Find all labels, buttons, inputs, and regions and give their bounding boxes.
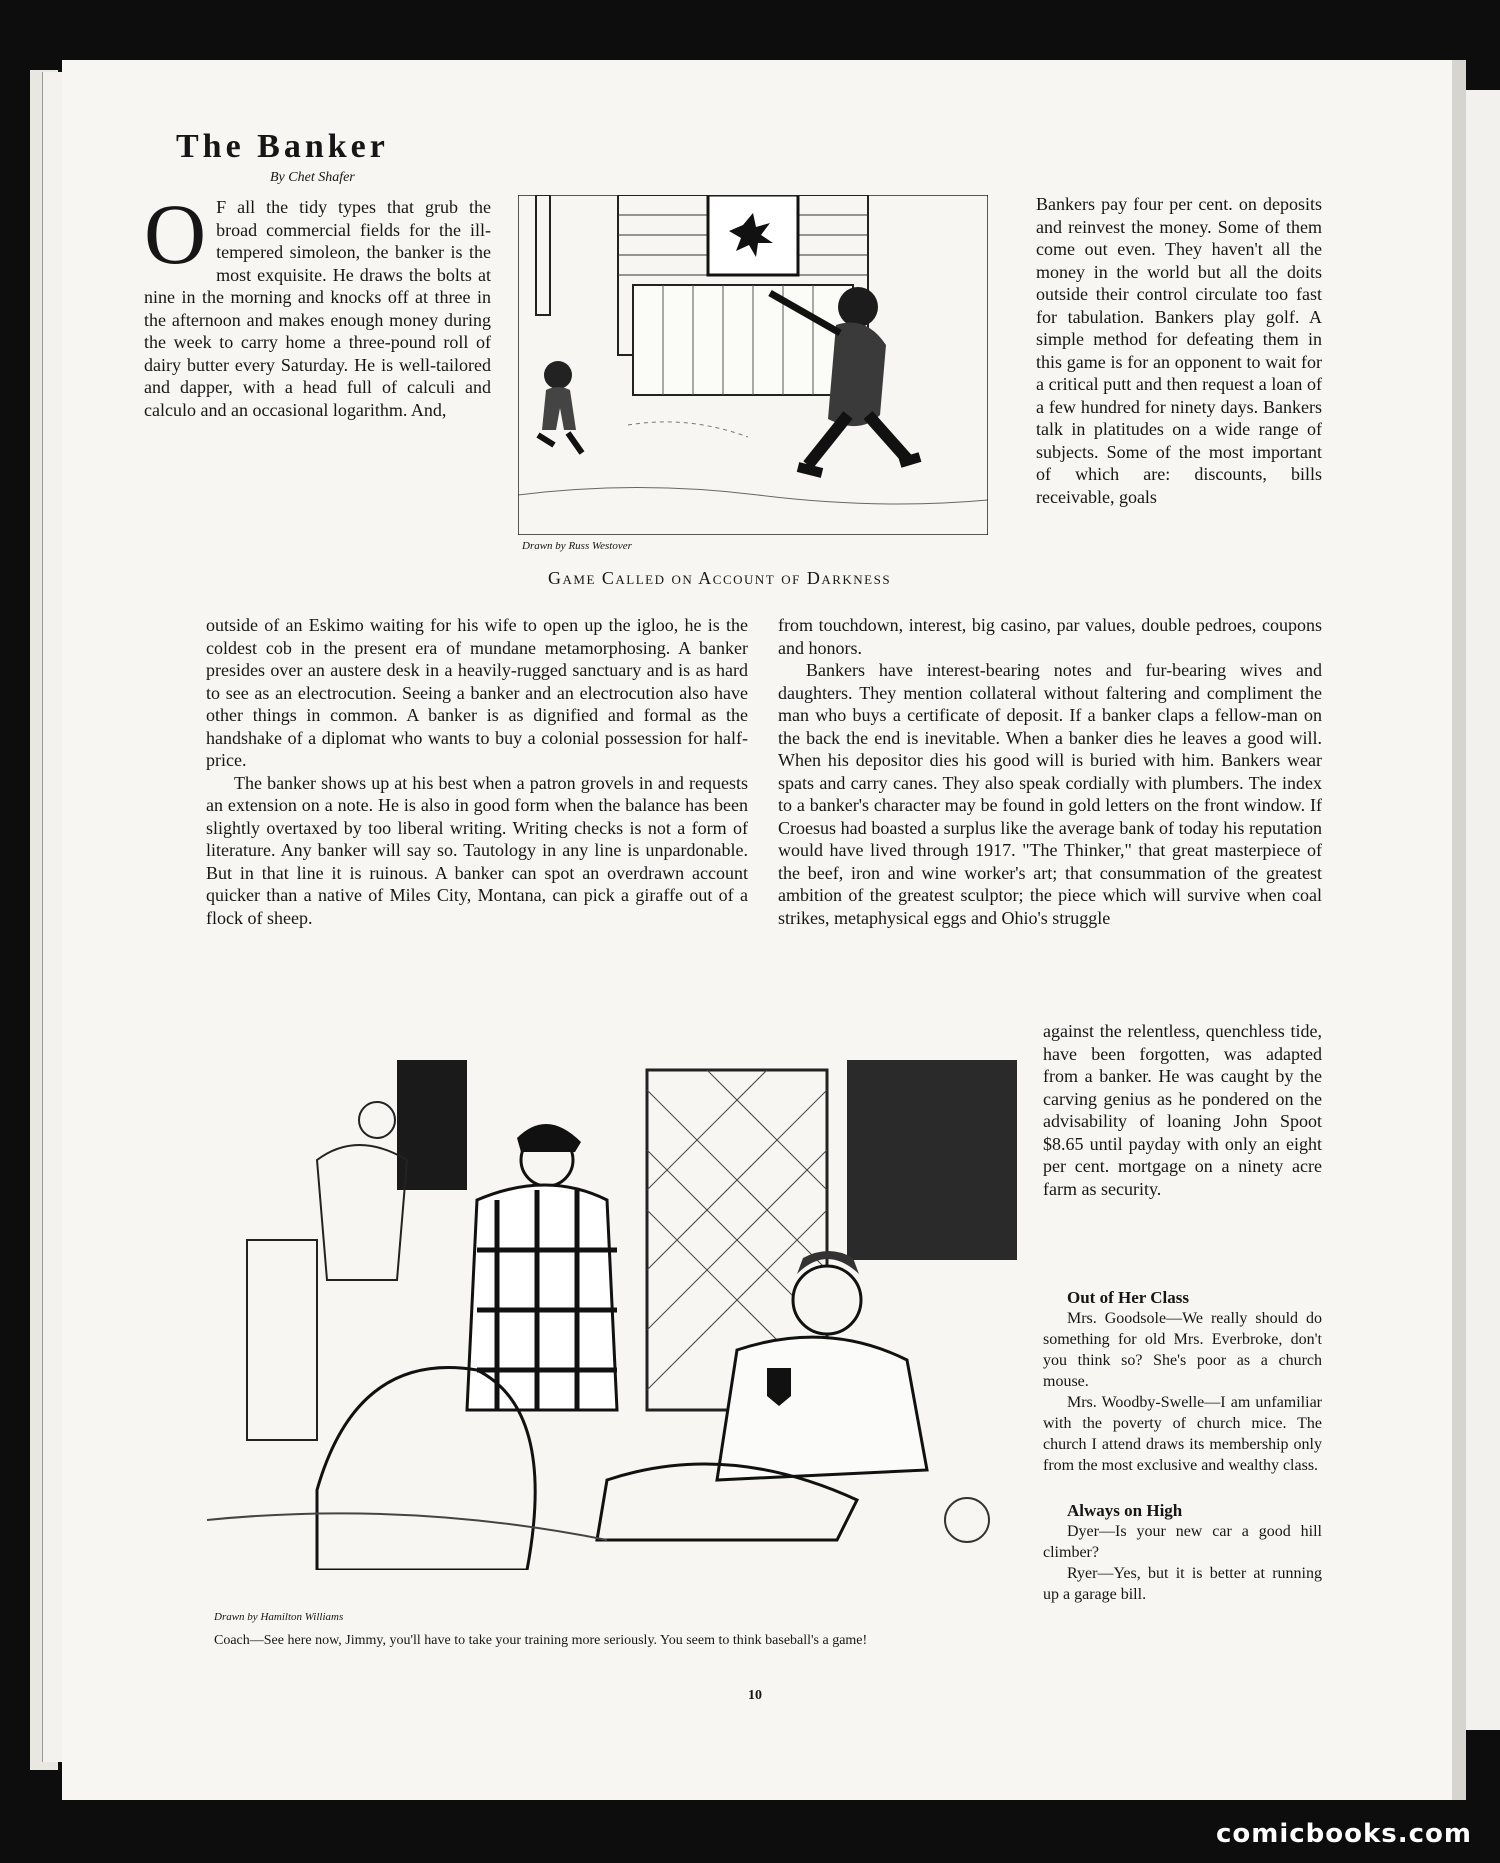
- illustration-credit-1: Drawn by Russ Westover: [522, 540, 632, 552]
- joke-line: Dyer—Is your new car a good hill climber?: [1043, 1523, 1322, 1561]
- illustration-credit-2: Drawn by Hamilton Williams: [214, 1611, 344, 1623]
- paragraph-best: The banker shows up at his best when a patron grovels in and requests an extension on a note. He is also in good form when the balance has been slightly overtaxed by too liberal writing. Writing checks is not a form of literature. Any banker will say so. Tautology in any line is unpardonable. But in that line it is ruinous. A banker can spot an overdrawn account quicker than a native of Miles City, Montana, can pick a giraffe out of a flock of sheep.: [206, 772, 748, 928]
- illustration-darkness: [518, 195, 988, 535]
- article-byline: By Chet Shafer: [270, 170, 355, 185]
- intro-paragraph: F all the tidy types that grub the broad commercial fields for the ill-tempered simoleon, the banker is the most exquisite. He draws the bolts at nine in the morning and knocks off at three in the afternoon and makes enough money during the week to carry home a three-pound roll of dairy butter every Saturday. He is well-tailored and dapper, with a head full of calculi and calculo and an occasional logarithm. And,: [144, 197, 491, 420]
- joke-title: Always on High: [1067, 1501, 1183, 1520]
- drop-cap: O: [144, 186, 207, 282]
- illustration-caption-2: Coach—See here now, Jimmy, you'll have to take your training more seriously. You seem to think baseball's a game!: [214, 1633, 868, 1648]
- column-right-wide: [778, 614, 1322, 929]
- joke-line: Mrs. Goodsole—We really should do something for old Mrs. Everbroke, don't you think so? She's poor as a church mouse.: [1043, 1310, 1322, 1390]
- paragraph-bankers-pay: Bankers pay four per cent. on deposits and reinvest the money. Some of them come out even. They haven't all the money in the world but all the doits outside their control circulate too fast for tabulation. Bankers play golf. A simple method for defeating them in this game is for an opponent to wait for a critical putt and then request a loan of a few hundred for ninety days. Bankers talk in platitudes on a wide range of subjects. Some of the most important of which are: discounts, bills receivable, goals: [1036, 194, 1322, 507]
- column-right-lower: [1043, 1020, 1322, 1200]
- joke-title: Out of Her Class: [1067, 1288, 1189, 1307]
- joke-always-on-high: [1043, 1500, 1322, 1605]
- paragraph-touchdown: from touchdown, interest, big casino, par values, double pedroes, coupons and honors.: [778, 615, 1322, 658]
- next-page-edge: [1464, 90, 1500, 1730]
- column-left-wide: [206, 614, 748, 929]
- joke-line: Ryer—Yes, but it is better at running up a garage bill.: [1043, 1565, 1322, 1603]
- column-right-top: [1036, 193, 1322, 508]
- site-watermark: comicbooks.com: [1215, 1819, 1472, 1849]
- article-title: The Banker: [176, 128, 389, 165]
- page-number: 10: [748, 1688, 762, 1703]
- paragraph-eskimo: outside of an Eskimo waiting for his wife to open up the igloo, he is the coldest cob in the present era of mundane metamorphosing. A banker presides over an austere desk in a heavily-rugged sanctuary and is as hard to see as an electrocution. Seeing a banker and an electrocution also have other things in common. A banker is as dignified and formal as the handshake of a diplomat who wants to buy a colonial possession for half-price.: [206, 615, 748, 770]
- column-left-top: [144, 186, 491, 421]
- paragraph-relentless: against the relentless, quenchless tide, have been forgotten, was adapted from a banker. He was caught by the carving genius as he pondered on the advisability of loaning John Spoot $8.65 until payday with only an eight per cent. mortgage on a ninety acre farm as security.: [1043, 1021, 1322, 1199]
- jokes-column: [1043, 1287, 1322, 1605]
- joke-line: Mrs. Woodby-Swelle—I am unfamiliar with the poverty of church mice. The church I attend draws its membership only from the most exclusive and wealthy class.: [1043, 1394, 1322, 1474]
- joke-out-of-her-class: [1043, 1287, 1322, 1476]
- illustration-locker-room: [207, 1050, 1025, 1570]
- illustration-caption-1: Game Called on Account of Darkness: [548, 568, 892, 588]
- joke-spacer: [1043, 1476, 1322, 1500]
- paragraph-interest-bearing: Bankers have interest-bearing notes and fur-bearing wives and daughters. They mention collateral without faltering and compliment the man who buys a certificate of deposit. If a banker claps a fellow-man on the back the end is inevitable. When a banker dies he leaves a good will. When his depositor dies his good will is buried with him. Bankers wear spats and carry canes. They also speak cordially with plumbers. The index to a banker's character may be found in gold letters on the front window. If Croesus had boasted a surplus like the average bank of today his reputation would have lived through 1917. "The Thinker," that great masterpiece of the beef, iron and wine worker's art; that consummation of the greatest ambition of the greatest sculptor; the piece which will survive when coal strikes, metaphysical eggs and Ohio's struggle: [778, 660, 1322, 928]
